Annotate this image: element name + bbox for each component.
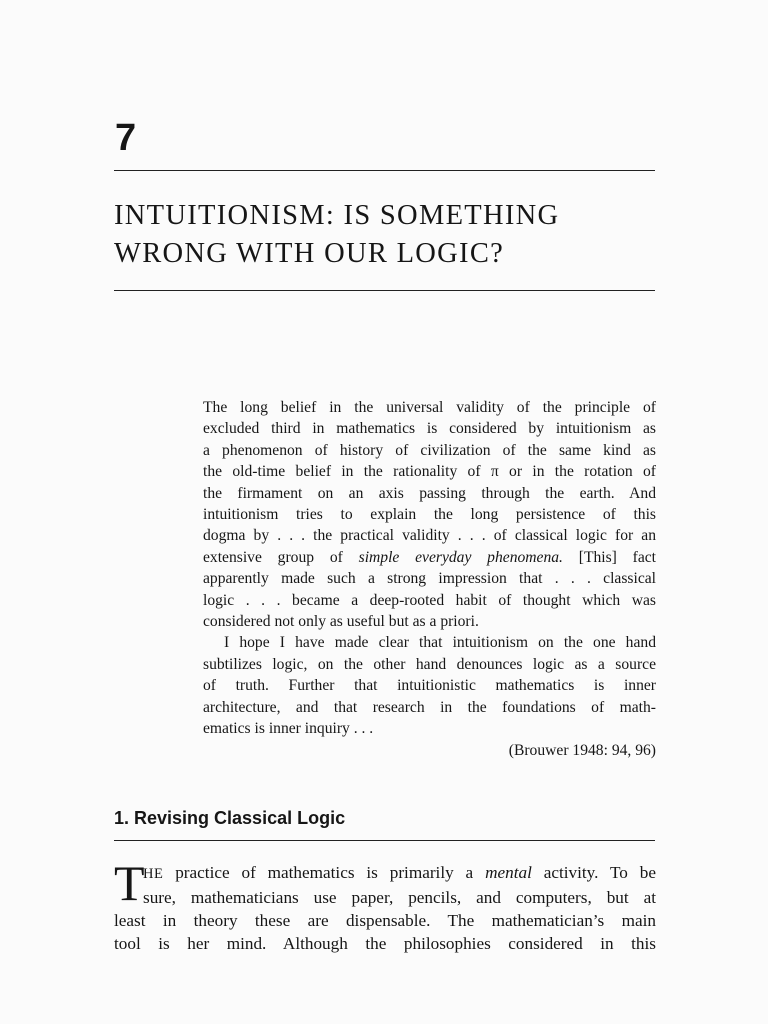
epigraph-line: a phenomenon of history of civilization of the same kind as	[203, 441, 656, 459]
epigraph-line: of truth. Further that intuitionistic mathematics is inner	[203, 677, 656, 695]
drop-cap: T	[114, 855, 145, 911]
epigraph-text: extensive group of	[203, 548, 359, 566]
epigraph-line: The long belief in the universal validity of the principle of	[203, 399, 656, 416]
epigraph-line: considered not only as useful but as a priori.	[203, 613, 479, 631]
epigraph-line: ematics is inner inquiry . . .	[203, 720, 374, 738]
body-line	[114, 861, 656, 886]
epigraph-line: logic . . . became a deep-rooted habit of thought which was	[203, 591, 656, 609]
chapter-number: 7	[115, 117, 137, 159]
body-line: tool is her mind. Although the philosophies considered in this	[114, 934, 656, 953]
small-caps-text: HE	[143, 866, 164, 882]
chapter-title-rule	[114, 290, 655, 291]
body-line: sure, mathematicians use paper, pencils, and computers, but at	[143, 888, 656, 907]
body-paragraph	[114, 855, 656, 955]
epigraph-emphasis: simple everyday phenomena.	[358, 548, 563, 566]
body-text-segment: practice of mathematics is primarily a	[163, 863, 486, 882]
epigraph-line: excluded third in mathematics is considered by intuitionism as	[203, 420, 656, 438]
epigraph-line: intuitionism tries to explain the long persistence of this	[203, 506, 656, 524]
epigraph-line: I hope I have made clear that intuitionism on the one hand	[224, 634, 656, 652]
epigraph-line: the old-time belief in the rationality of π or in the rotation of	[203, 463, 656, 481]
epigraph-line: subtilizes logic, on the other hand denounces logic as a source	[203, 655, 656, 673]
section-rule	[114, 840, 655, 841]
body-text-segment: activity. To be	[531, 863, 656, 882]
body-emphasis: mental	[485, 863, 532, 882]
chapter-title-line-1: INTUITIONISM: IS SOMETHING	[114, 200, 560, 231]
epigraph-quote	[203, 397, 656, 761]
epigraph-text: [This] fact	[562, 548, 657, 566]
epigraph-line: architecture, and that research in the foundations of math-	[203, 698, 656, 716]
body-line: least in theory these are dispensable. The mathematician’s main	[114, 911, 656, 930]
epigraph-line: the firmament on an axis passing through the earth. And	[203, 484, 656, 502]
epigraph-line: apparently made such a strong impression that . . . classical	[203, 570, 656, 588]
chapter-title-line-2: WRONG WITH OUR LOGIC?	[114, 238, 505, 269]
chapter-title	[114, 197, 659, 273]
section-heading: 1. Revising Classical Logic	[114, 808, 346, 828]
epigraph-attribution: (Brouwer 1948: 94, 96)	[508, 741, 656, 759]
epigraph-line-with-emphasis	[203, 547, 656, 568]
chapter-top-rule	[114, 170, 655, 171]
epigraph-line: dogma by . . . the practical validity . . . of classical logic for an	[203, 527, 656, 545]
